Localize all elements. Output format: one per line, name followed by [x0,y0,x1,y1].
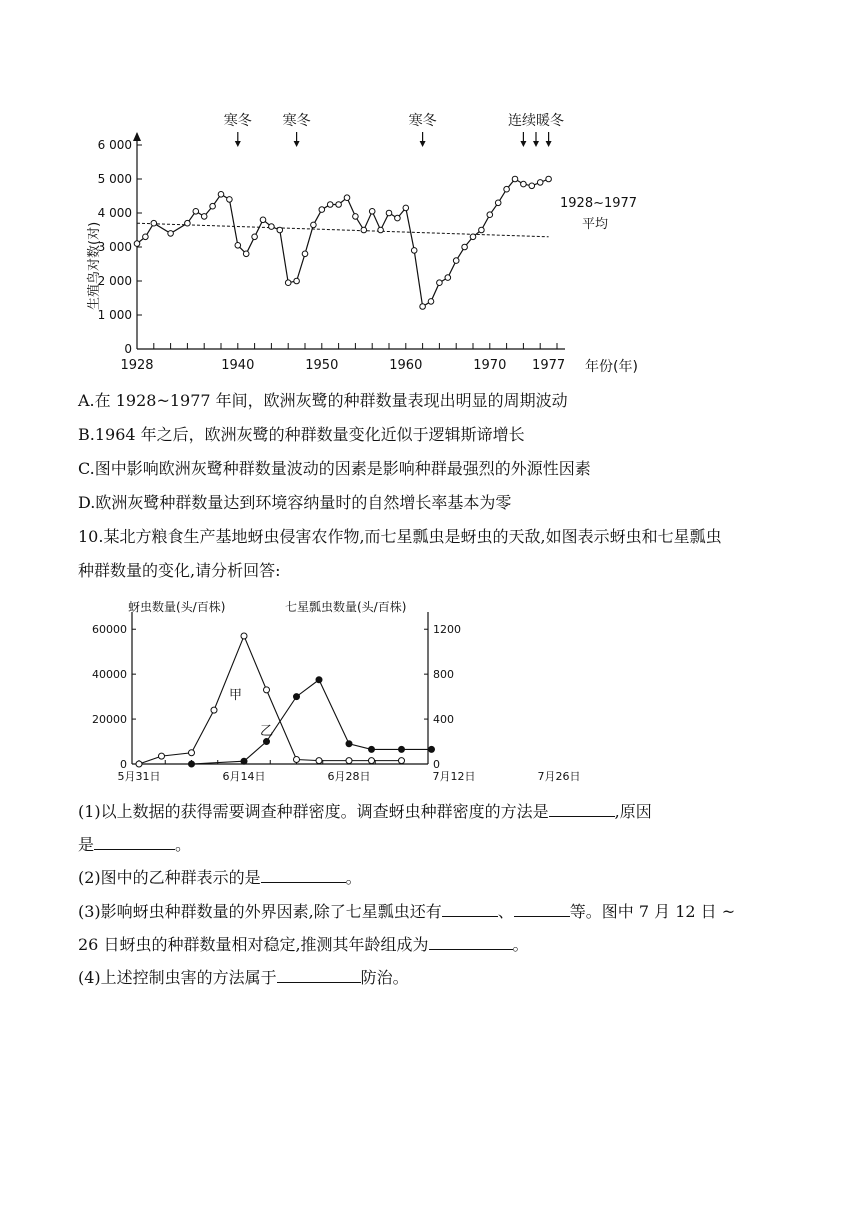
q3-text-d: 26 日蚜虫的种群数量相对稳定,推测其年龄组成为 [78,935,429,954]
y-tick-label: 6 000 [97,138,132,152]
series-label-jia: 甲 [229,688,243,703]
series-jia-point [189,750,195,756]
data-point [386,210,392,216]
data-point [185,220,191,226]
data-point [294,278,300,284]
q4-text-b: 防治。 [360,968,409,987]
left-tick-label: 0 [120,758,127,771]
data-point [495,200,501,206]
data-point [336,202,342,208]
x-tick-label: 6月14日 [222,770,266,783]
data-point [327,202,333,208]
answer-blank-3[interactable] [261,868,346,883]
q1-text-b: ,原因 [614,802,652,821]
answer-blank-1[interactable] [549,802,615,817]
answer-blank-2[interactable] [94,835,175,850]
series-yi-line [192,680,432,764]
series-jia-point [316,758,322,764]
data-point [369,209,375,215]
y-tick-label: 1 000 [97,308,132,322]
event-arrowhead [294,141,300,147]
data-point [134,241,140,247]
series-yi-point [316,677,322,683]
x-tick-label: 7月26日 [537,770,581,783]
y-axis-label: 生殖鸟对数(对) [87,221,102,310]
right-tick-label: 1200 [433,623,461,637]
average-label-1: 1928~1977 [560,196,638,211]
data-point [479,227,485,233]
q4-text-a: (4)上述控制虫害的方法属于 [78,968,277,987]
series-jia-point [241,633,247,639]
sub-question-3-cont [78,935,529,955]
question-10-line-2: 种群数量的变化,请分析回答: [78,561,281,580]
data-point [143,234,149,240]
data-point [403,205,409,211]
data-point [537,180,543,186]
data-point [277,227,283,233]
question-10-line-1: 10.某北方粮食生产基地蚜虫侵害农作物,而七星瓢虫是蚜虫的天敌,如图表示蚜虫和七星瓢虫 [78,527,722,546]
data-point [361,227,367,233]
q3-text-b: 、 [497,902,514,921]
series-jia-point [369,758,375,764]
data-point [285,280,291,286]
x-tick-label: 1928 [120,358,154,373]
event-label: 寒冬 [282,113,311,129]
sub-question-4 [78,968,409,988]
right-tick-label: 800 [433,668,454,682]
option-d: D.欧洲灰鹭种群数量达到环境容纳量时的自然增长率基本为零 [78,493,512,512]
data-point [151,220,157,226]
sub-question-3 [78,902,735,922]
data-point [411,248,417,254]
x-axis-label: 年份(年) [585,359,638,375]
q3-text-c: 等。图中 7 月 12 日 ~ [569,902,736,921]
series-yi-point [399,746,405,752]
y-tick-label: 2 000 [97,274,132,288]
sub-question-2 [78,868,362,888]
data-point [201,214,207,220]
series-jia-point [346,758,352,764]
event-arrowhead [533,141,539,147]
left-tick-label: 20000 [92,713,127,727]
y-tick-label: 5 000 [97,172,132,186]
data-point [252,234,258,240]
x-tick-label: 1960 [389,358,423,373]
x-tick-label: 7月12日 [432,770,476,783]
series-jia-point [264,687,270,693]
data-point [235,243,241,249]
event-arrowhead [520,141,526,147]
event-label: 寒冬 [223,113,252,129]
data-point [319,207,325,213]
data-point [168,231,174,237]
data-point [218,192,224,198]
q3-text-a: (3)影响蚜虫种群数量的外界因素,除了七星瓢虫还有 [78,902,442,921]
data-point [504,186,510,192]
aphid-chart-svg [80,592,581,788]
data-point [521,181,527,187]
right-tick-label: 400 [433,713,454,727]
event-label: 寒冬 [408,113,437,129]
option-c: C.图中影响欧洲灰鹭种群数量波动的因素是影响种群最强烈的外源性因素 [78,459,591,478]
x-tick-label: 6月28日 [327,770,371,783]
right-axis-title: 七星瓢虫数量(头/百株) [285,600,407,614]
series-yi-point [241,758,247,764]
data-point [243,251,249,257]
data-point [462,244,468,250]
q1-text-a: (1)以上数据的获得需要调查种群密度。调查蚜虫种群密度的方法是 [78,802,549,821]
series-yi-point [429,746,435,752]
y-tick-label: 0 [124,342,132,356]
x-tick-label: 1940 [221,358,255,373]
series-jia-line [139,636,402,764]
series-yi-point [264,739,270,745]
option-a: A.在 1928~1977 年间，欧洲灰鹭的种群数量表现出明显的周期波动 [78,391,568,410]
q3-text-e: 。 [512,935,529,954]
x-tick-label: 1970 [473,358,507,373]
aphid-ladybug-chart [80,592,581,788]
event-arrowhead [420,141,426,147]
data-point [420,304,426,310]
sub-question-1 [78,802,652,822]
data-point [546,176,552,182]
data-point [512,176,518,182]
average-label-2: 平均 [582,217,609,232]
right-tick-label: 0 [433,758,440,771]
q1-text-d: 。 [175,835,192,854]
sub-question-1-cont [78,835,191,855]
data-point [227,197,233,203]
event-arrowhead [235,141,241,147]
data-point [487,212,493,218]
data-point [269,224,275,230]
data-point [395,215,401,221]
series-yi-point [346,741,352,747]
series-yi-point [189,761,195,767]
series-yi-point [369,746,375,752]
data-point [311,222,317,228]
left-tick-label: 40000 [92,668,127,682]
data-point [353,214,359,220]
series-jia-point [399,758,405,764]
event-arrowhead [546,141,552,147]
q2-text-a: (2)图中的乙种群表示的是 [78,868,261,887]
q1-text-c: 是 [78,835,95,854]
heron-chart-svg [80,105,640,380]
data-point [470,234,476,240]
event-label: 连续暖冬 [508,113,564,129]
x-tick-label: 5月31日 [117,770,161,783]
series-jia-point [136,761,142,767]
data-point [445,275,451,281]
option-b: B.1964 年之后，欧洲灰鹭的种群数量变化近似于逻辑斯谛增长 [78,425,525,444]
population-line [137,179,549,307]
left-axis-title: 蚜虫数量(头/百株) [128,600,226,614]
series-label-yi: 乙 [260,724,274,739]
data-point [344,195,350,201]
data-point [453,258,459,264]
data-point [437,280,443,286]
data-point [302,251,308,257]
series-jia-point [159,753,165,759]
series-jia-point [294,757,300,763]
heron-population-chart [80,105,640,380]
q2-text-b: 。 [345,868,362,887]
answer-blank-7[interactable] [277,968,361,983]
x-tick-label: 1950 [305,358,339,373]
data-point [428,299,434,305]
data-point [193,209,199,215]
x-tick-label: 1977 [532,358,566,373]
y-axis-arrow [133,132,141,141]
data-point [378,227,384,233]
answer-blank-5[interactable] [514,902,570,917]
answer-blank-4[interactable] [442,902,498,917]
y-tick-label: 4 000 [97,206,132,220]
data-point [210,203,216,209]
answer-blank-6[interactable] [429,935,513,950]
series-yi-point [294,694,300,700]
average-line [137,223,549,237]
data-point [529,183,535,189]
series-jia-point [211,707,217,713]
y-tick-label: 3 000 [97,240,132,254]
left-tick-label: 60000 [92,623,127,637]
data-point [260,217,266,223]
